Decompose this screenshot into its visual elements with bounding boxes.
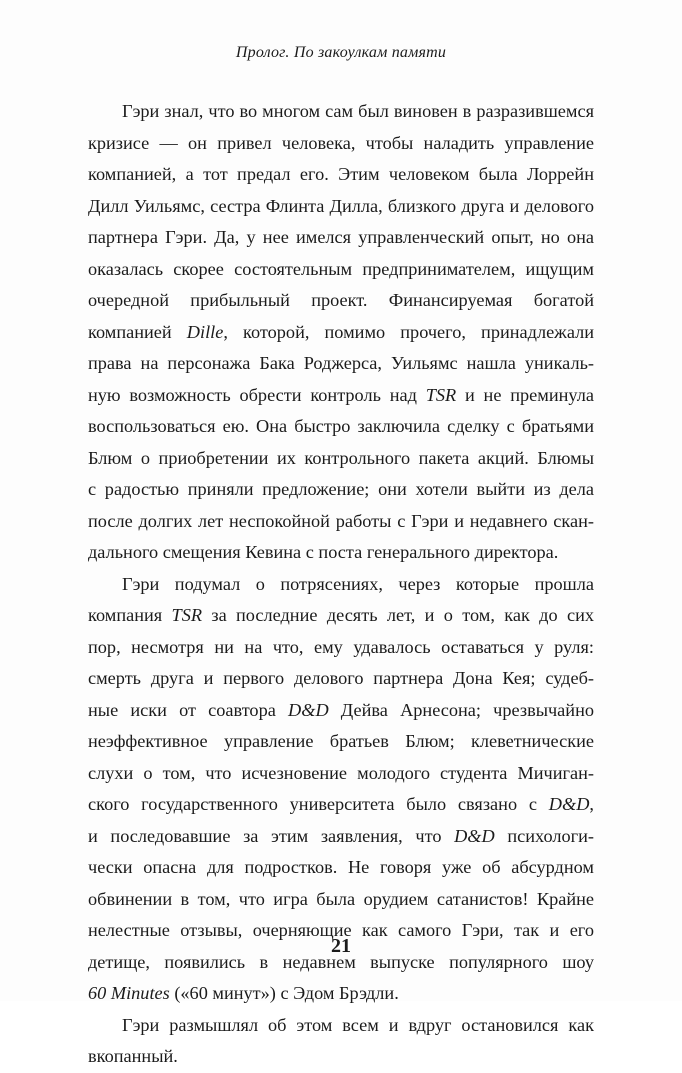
- italic-show-title: 60 Minutes: [88, 983, 170, 1003]
- paragraph-1-line-15: дального смещения Кевина с поста генерального директора.: [88, 542, 559, 562]
- paragraph-1-line-5: партнера Гэри. Да, у нее имелся управленческий опыт, но она: [88, 227, 594, 247]
- text-run: компанией: [88, 321, 187, 342]
- text-run: («60 минут») с Эдом Брэдли.: [169, 983, 399, 1003]
- paragraph-1-line-8: [88, 317, 594, 349]
- paragraph-1-line-4: Дилл Уильямс, сестра Флинта Дилла, близкого друга и делового: [88, 195, 594, 216]
- paragraph-2-line-1: Гэри подумал о потрясениях, через которые прошла: [122, 573, 594, 594]
- paragraph-1-line-1: Гэри знал, что во многом сам был виновен в разразившемся: [122, 101, 594, 121]
- italic-tsr: TSR: [425, 384, 457, 405]
- paragraph-2-line-3: пор, несмотря ни на что, ему удавалось оставаться у руля:: [88, 636, 594, 657]
- paragraph-1-line-10: [88, 380, 594, 412]
- text-run: ,: [589, 794, 594, 814]
- paragraph-1-line-11: воспользоваться ею. Она быстро заключила сделку с братьями: [88, 416, 594, 436]
- paragraph-1-line-13: с радостью приняли предложение; они хотели выйти из дела: [88, 479, 594, 499]
- paragraph-1-line-2: кризисе — он привел человека, чтобы наладить управление: [88, 132, 594, 153]
- text-run: компания: [88, 605, 172, 625]
- text-run: и не преминула: [456, 384, 595, 405]
- text-run: и последовавшие за этим заявления, что: [88, 825, 455, 846]
- paragraph-2-line-8: [88, 789, 594, 821]
- italic-dnd: D&D: [454, 825, 495, 846]
- italic-company-name: Dille: [186, 321, 224, 342]
- paragraph-2-line-13: детище, появились в недавнем выпуске популярного шоу: [88, 951, 594, 972]
- text-run: ные иски от соавтора: [88, 699, 289, 720]
- paragraph-2-line-9: [88, 821, 594, 853]
- paragraph-2-line-6: неэффективное управление братьев Блюм; клеветнические: [88, 731, 594, 751]
- page-number: 21: [331, 935, 351, 957]
- running-head: Пролог. По закоулкам памяти: [235, 44, 447, 61]
- text-run: ную возможность обрести контроль над: [88, 384, 426, 405]
- paragraph-1-line-14: после долгих лет неспокойной работы с Гэри и недавнего скан-: [88, 510, 594, 531]
- paragraph-3-line-1: Гэри размышлял об этом всем и вдруг остановился как: [122, 1014, 594, 1035]
- italic-tsr: TSR: [171, 605, 203, 625]
- text-run: , которой, помимо прочего, принадлежали: [223, 321, 594, 342]
- italic-dnd: D&D: [288, 699, 329, 720]
- paragraph-1-line-12: Блюм о приобретении их контрольного пакета акций. Блюмы: [88, 447, 594, 468]
- text-run: ского государственного университета было связано с: [88, 794, 549, 814]
- paragraph-2-line-7: слухи о том, что исчезновение молодого студента Мичиган-: [88, 762, 594, 783]
- paragraph-2-line-11: обвинении в том, что игра была орудием сатанистов! Крайне: [88, 888, 594, 909]
- text-run: Дейва Арнесона; чрезвычайно: [328, 699, 594, 720]
- paragraph-2-line-2: [88, 600, 594, 632]
- text-run: за последние десять лет, и о том, как до сих: [202, 605, 594, 625]
- paragraph-3-line-2: вкопанный.: [88, 1046, 178, 1066]
- italic-dnd: D&D: [548, 794, 590, 814]
- body-text: [88, 96, 594, 1073]
- paragraph-1-line-6: оказалась скорее состоятельным предпринимателем, ищущим: [88, 258, 594, 279]
- paragraph-2-line-14: [88, 978, 594, 1010]
- paragraph-1-line-3: компанией, а тот предал его. Этим человеком была Лоррейн: [88, 164, 594, 184]
- paragraph-2-line-12: нелестные отзывы, очерняющие как самого Гэри, так и его: [88, 920, 594, 940]
- paragraph-1-line-9: права на персонажа Бака Роджерса, Уильямс нашла уникаль-: [88, 353, 594, 373]
- paragraph-2-line-5: [88, 695, 594, 727]
- paragraph-2-line-10: чески опасна для подростков. Не говоря уже об абсурдном: [88, 857, 594, 877]
- paragraph-1-line-7: очередной прибыльный проект. Финансируемая богатой: [88, 290, 594, 310]
- paragraph-2-line-4: смерть друга и первого делового партнера Дона Кея; судеб-: [88, 668, 594, 688]
- text-run: психологи-: [494, 825, 594, 846]
